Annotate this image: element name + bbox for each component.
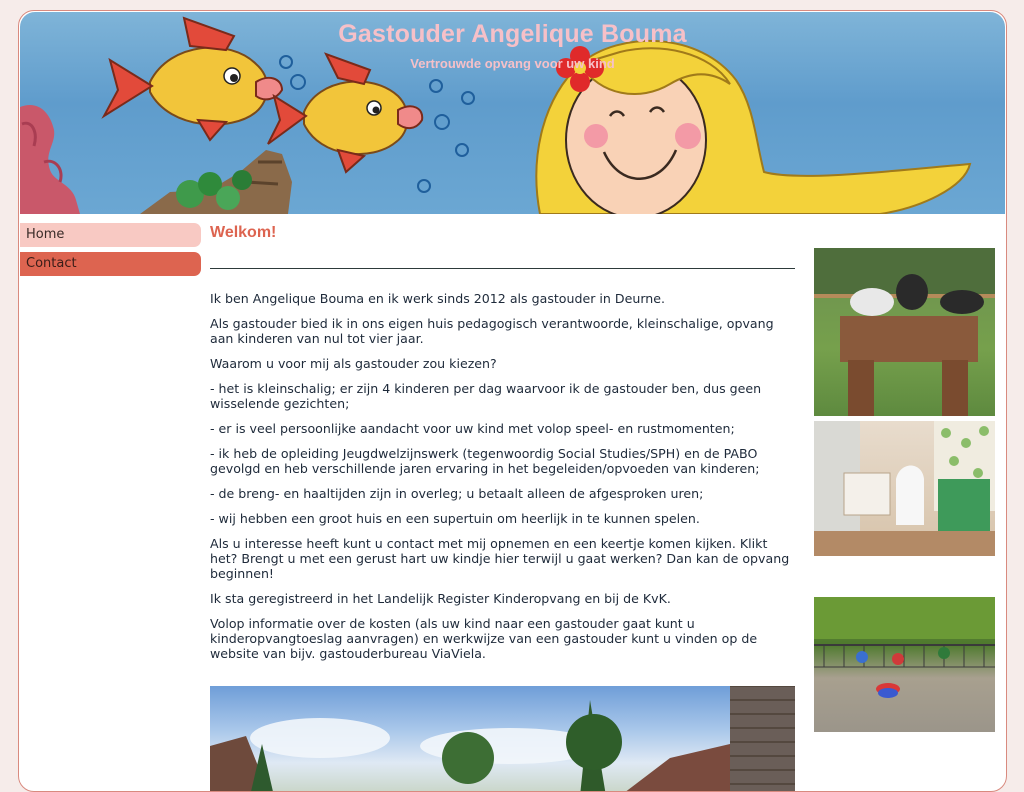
main-content — [210, 223, 795, 671]
paragraph: Ik sta geregistreerd in het Landelijk Register Kinderopvang en bij de KvK. — [210, 591, 671, 606]
paragraph: Als gastouder bied ik in ons eigen huis pedagogisch verantwoorde, kleinschalige, opvang aan kinderen van nul tot vier jaar. — [210, 316, 774, 346]
paragraph: - de breng- en haaltijden zijn in overleg; u betaalt alleen de afgesproken uren; — [210, 486, 704, 501]
rock-illustration — [140, 150, 292, 214]
paragraph: - het is kleinschalig; er zijn 4 kinderen per dag waarvoor ik de gastouder ben, dus geen wisselende gezichten; — [210, 381, 762, 411]
header-banner — [20, 12, 1005, 214]
site-title: Gastouder Angelique Bouma — [338, 20, 687, 48]
sidebar-nav — [20, 223, 201, 281]
nav-item-contact[interactable]: Contact — [20, 252, 201, 276]
paragraph: Ik ben Angelique Bouma en ik werk sinds 2012 als gastouder in Deurne. — [210, 291, 666, 306]
paragraph: - ik heb de opleiding Jeugdwelzijnswerk (tegenwoordig Social Studies/SPH) en de PABO gevolgd en heb verschillende jaren ervaring in het begeleiden/opvoeden van kinderen; — [210, 446, 760, 476]
paragraph: - wij hebben een groot huis en een supertuin om heerlijk in te kunnen spelen. — [210, 511, 700, 526]
divider — [210, 268, 795, 269]
goats-photo — [814, 248, 995, 416]
page-frame — [18, 10, 1007, 792]
playroom-photo — [814, 421, 995, 556]
paragraph: Waarom u voor mij als gastouder zou kiezen? — [210, 356, 497, 371]
paragraph: Als u interesse heeft kunt u contact met mij opnemen en een keertje komen kijken. Klikt het? Brengt u met een gerust hart uw kindje hier terwijl u gaat werken? Dan kan de opvang beginnen! — [210, 536, 790, 581]
house-photo — [210, 686, 795, 792]
site-subtitle: Vertrouwde opvang voor uw kind — [410, 56, 615, 71]
garden-photo — [814, 597, 995, 732]
nav-item-home[interactable]: Home — [20, 223, 201, 247]
coral-illustration — [20, 105, 80, 214]
page-title: Welkom! — [210, 224, 277, 241]
paragraph: Volop informatie over de kosten (als uw kind naar een gastouder gaat kunt u kinderopvangtoeslag aanvragen) en werkwijze van een gastouder kunt u vinden op de website van bijv. gastouderbureau ViaViela. — [210, 616, 758, 661]
fish-illustration — [268, 54, 422, 172]
paragraph: - er is veel persoonlijke aandacht voor uw kind met volop speel- en rustmomenten; — [210, 421, 735, 436]
